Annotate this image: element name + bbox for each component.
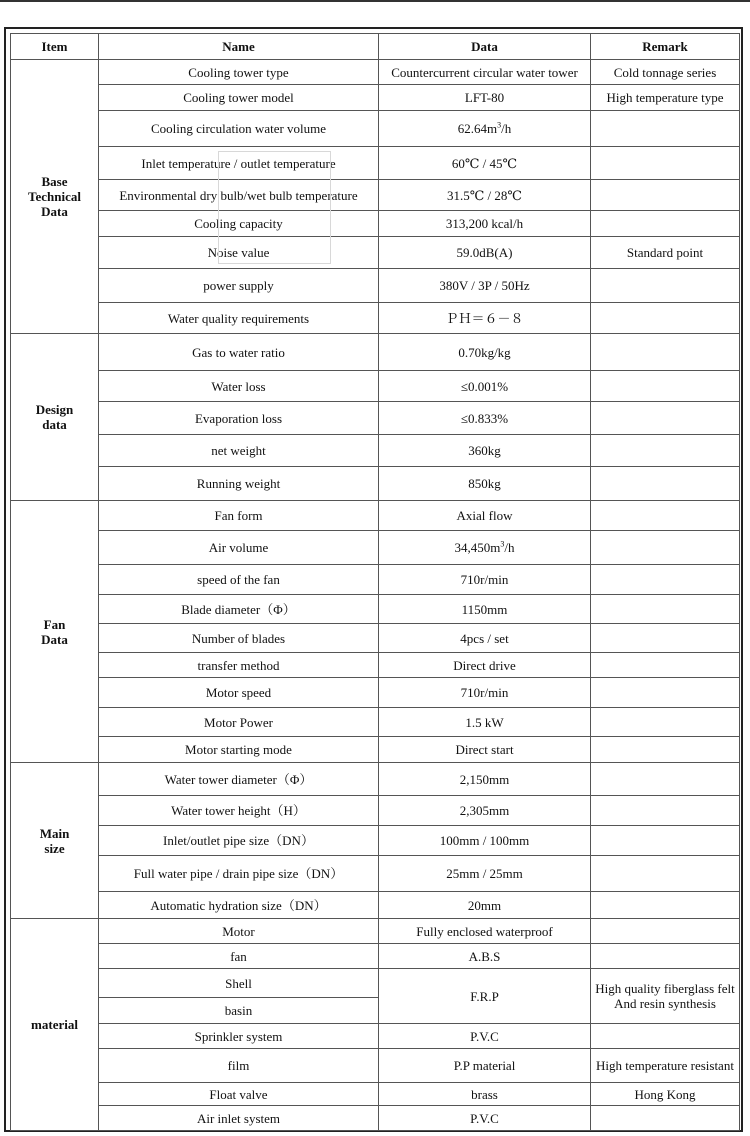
row-data-value: Direct start bbox=[455, 742, 514, 757]
row-name: Evaporation loss bbox=[99, 402, 379, 435]
row-data-value: 60℃ / 45℃ bbox=[451, 155, 518, 171]
group-label-base: Base Technical Data bbox=[11, 60, 99, 334]
row-name: net weight bbox=[99, 435, 379, 467]
table-row bbox=[11, 919, 740, 944]
row-data bbox=[379, 1106, 591, 1131]
row-remark bbox=[591, 501, 740, 531]
row-remark bbox=[591, 678, 740, 708]
table-row bbox=[11, 85, 740, 111]
table-row bbox=[11, 60, 740, 85]
row-data-value: brass bbox=[471, 1086, 498, 1102]
row-data bbox=[379, 371, 591, 402]
row-remark bbox=[591, 180, 740, 211]
row-name: Fan form bbox=[99, 501, 379, 531]
row-name: Automatic hydration size（DN） bbox=[99, 892, 379, 919]
header-data: Data bbox=[379, 34, 591, 60]
row-data bbox=[379, 334, 591, 371]
row-remark bbox=[591, 147, 740, 180]
table-row bbox=[11, 737, 740, 763]
row-name: Running weight bbox=[99, 467, 379, 501]
row-data bbox=[379, 303, 591, 334]
row-remark: High quality fiberglass felt And resin synthesis bbox=[591, 969, 740, 1024]
row-data-value: 850kg bbox=[468, 476, 501, 491]
row-data-superscript: 3 bbox=[500, 539, 505, 549]
row-remark bbox=[591, 944, 740, 969]
row-data bbox=[379, 653, 591, 678]
row-name: Motor speed bbox=[99, 678, 379, 708]
table-row bbox=[11, 111, 740, 147]
row-data bbox=[379, 269, 591, 303]
row-data-value: P.V.C bbox=[470, 1110, 499, 1126]
row-name: Blade diameter（Φ） bbox=[99, 595, 379, 624]
row-data-value: 100mm / 100mm bbox=[439, 833, 530, 848]
row-name: film bbox=[99, 1049, 379, 1083]
row-data-value: A.B.S bbox=[468, 948, 501, 964]
table-row bbox=[11, 147, 740, 180]
table-row bbox=[11, 595, 740, 624]
table-row bbox=[11, 180, 740, 211]
row-name: Motor starting mode bbox=[99, 737, 379, 763]
row-data-value: 2,150mm bbox=[459, 771, 510, 787]
row-data-suffix: /h bbox=[504, 540, 515, 555]
row-data bbox=[379, 856, 591, 892]
row-data-value: ≤0.833% bbox=[460, 410, 509, 426]
row-data-value: 710r/min bbox=[460, 572, 509, 587]
header-name: Name bbox=[99, 34, 379, 60]
row-data bbox=[379, 796, 591, 826]
row-data-value: 0.70kg/kg bbox=[458, 344, 511, 360]
row-remark bbox=[591, 708, 740, 737]
row-name: Water tower diameter（Φ） bbox=[99, 763, 379, 796]
table-row bbox=[11, 269, 740, 303]
row-data bbox=[379, 180, 591, 211]
row-data bbox=[379, 565, 591, 595]
row-data-value: 313,200 kcal/h bbox=[445, 216, 524, 231]
row-data-value: ＰＨ＝６－８ bbox=[445, 310, 524, 326]
row-name: Sprinkler system bbox=[99, 1024, 379, 1049]
row-remark bbox=[591, 111, 740, 147]
row-data bbox=[379, 435, 591, 467]
row-remark bbox=[591, 435, 740, 467]
group-label-design: Design data bbox=[11, 334, 99, 501]
row-data bbox=[379, 531, 591, 565]
table-row bbox=[11, 467, 740, 501]
table-row bbox=[11, 435, 740, 467]
row-remark bbox=[591, 269, 740, 303]
row-name: Number of blades bbox=[99, 624, 379, 653]
row-data-value: P.V.C bbox=[470, 1028, 499, 1044]
row-data bbox=[379, 211, 591, 237]
row-data bbox=[379, 147, 591, 180]
row-name: Float valve bbox=[99, 1083, 379, 1106]
row-data bbox=[379, 1083, 591, 1106]
row-data-value: LFT-80 bbox=[464, 90, 505, 105]
row-data-value: 20mm bbox=[467, 897, 502, 913]
row-name: Motor Power bbox=[99, 708, 379, 737]
row-remark bbox=[591, 826, 740, 856]
row-name: Cooling capacity bbox=[99, 211, 379, 237]
row-name: Air volume bbox=[99, 531, 379, 565]
row-remark: Hong Kong bbox=[591, 1083, 740, 1106]
row-name: basin bbox=[99, 998, 379, 1024]
row-data bbox=[379, 60, 591, 85]
row-data-suffix: /h bbox=[501, 121, 512, 136]
row-data-value: 4pcs / set bbox=[460, 630, 509, 646]
table-row bbox=[11, 334, 740, 371]
row-data bbox=[379, 678, 591, 708]
row-data bbox=[379, 763, 591, 796]
row-remark bbox=[591, 856, 740, 892]
row-remark bbox=[591, 919, 740, 944]
row-data bbox=[379, 237, 591, 269]
row-name: Gas to water ratio bbox=[99, 334, 379, 371]
table-row bbox=[11, 531, 740, 565]
row-remark bbox=[591, 796, 740, 826]
row-remark bbox=[591, 211, 740, 237]
row-name: Cooling circulation water volume bbox=[99, 111, 379, 147]
row-data bbox=[379, 826, 591, 856]
table-row bbox=[11, 1083, 740, 1106]
table-row bbox=[11, 944, 740, 969]
row-data-value: 25mm / 25mm bbox=[446, 866, 523, 881]
row-remark bbox=[591, 763, 740, 796]
row-remark bbox=[591, 892, 740, 919]
row-data-value: F.R.P bbox=[470, 988, 499, 1004]
row-remark bbox=[591, 402, 740, 435]
row-data bbox=[379, 1024, 591, 1049]
row-data bbox=[379, 944, 591, 969]
row-name: Water tower height（H） bbox=[99, 796, 379, 826]
row-remark: Cold tonnage series bbox=[591, 60, 740, 85]
row-remark bbox=[591, 737, 740, 763]
table-row bbox=[11, 678, 740, 708]
row-data-value: Countercurrent circular water tower bbox=[391, 64, 578, 80]
row-name: Cooling tower type bbox=[99, 60, 379, 85]
row-name: Inlet temperature / outlet temperature bbox=[99, 147, 379, 180]
row-data bbox=[379, 111, 591, 147]
table-row bbox=[11, 708, 740, 737]
header-item: Item bbox=[11, 34, 99, 60]
row-data bbox=[379, 467, 591, 501]
row-name: Water loss bbox=[99, 371, 379, 402]
table-row bbox=[11, 856, 740, 892]
spec-table bbox=[10, 33, 740, 1131]
row-data-value: 34,450m bbox=[454, 540, 501, 555]
row-name: Air inlet system bbox=[99, 1106, 379, 1131]
row-name: Water quality requirements bbox=[99, 303, 379, 334]
row-data-value: 360kg bbox=[468, 443, 501, 458]
row-data-value: 31.5℃ / 28℃ bbox=[447, 187, 522, 203]
row-name: power supply bbox=[99, 269, 379, 303]
row-name: Inlet/outlet pipe size（DN） bbox=[99, 826, 379, 856]
row-remark bbox=[591, 531, 740, 565]
row-data bbox=[379, 595, 591, 624]
row-name: fan bbox=[99, 944, 379, 969]
row-data-value: 710r/min bbox=[460, 685, 509, 700]
row-name: Environmental dry bulb/wet bulb temperature bbox=[99, 180, 379, 211]
row-data-value: 1.5 kW bbox=[465, 714, 504, 730]
table-row bbox=[11, 237, 740, 269]
row-name: speed of the fan bbox=[99, 565, 379, 595]
group-label-fan: Fan Data bbox=[11, 501, 99, 763]
row-data bbox=[379, 892, 591, 919]
row-data-superscript: 3 bbox=[497, 120, 502, 130]
row-remark bbox=[591, 303, 740, 334]
row-remark: Standard point bbox=[591, 237, 740, 269]
row-name: Shell bbox=[99, 969, 379, 998]
table-row bbox=[11, 796, 740, 826]
row-data-value: 1150mm bbox=[461, 601, 508, 617]
table-row bbox=[11, 1049, 740, 1083]
row-data bbox=[379, 402, 591, 435]
row-remark bbox=[591, 334, 740, 371]
row-data-value: Axial flow bbox=[456, 508, 513, 523]
table-row bbox=[11, 303, 740, 334]
row-data bbox=[379, 624, 591, 653]
table-row bbox=[11, 624, 740, 653]
row-data bbox=[379, 501, 591, 531]
row-data-value: 380V / 3P / 50Hz bbox=[439, 278, 530, 293]
row-name: transfer method bbox=[99, 653, 379, 678]
table-row bbox=[11, 763, 740, 796]
row-data bbox=[379, 708, 591, 737]
table-row bbox=[11, 1106, 740, 1131]
header-remark: Remark bbox=[591, 34, 740, 60]
group-label-material: material bbox=[11, 919, 99, 1131]
row-name: Cooling tower model bbox=[99, 85, 379, 111]
table-row bbox=[11, 402, 740, 435]
group-label-size: Main size bbox=[11, 763, 99, 919]
row-data bbox=[379, 737, 591, 763]
table-row bbox=[11, 371, 740, 402]
table-row bbox=[11, 501, 740, 531]
table-row bbox=[11, 892, 740, 919]
row-remark bbox=[591, 1024, 740, 1049]
row-data bbox=[379, 85, 591, 111]
row-data-value: Fully enclosed waterproof bbox=[416, 923, 553, 939]
row-remark bbox=[591, 1106, 740, 1131]
row-data bbox=[379, 969, 591, 1024]
table-row bbox=[11, 1024, 740, 1049]
table-row bbox=[11, 653, 740, 678]
row-data-value: 2,305mm bbox=[459, 803, 510, 818]
row-name: Noise value bbox=[99, 237, 379, 269]
table-row bbox=[11, 211, 740, 237]
row-remark bbox=[591, 565, 740, 595]
row-remark bbox=[591, 653, 740, 678]
table-row bbox=[11, 826, 740, 856]
row-data-value: ≤0.001% bbox=[460, 378, 509, 394]
row-name: Motor bbox=[99, 919, 379, 944]
row-remark bbox=[591, 624, 740, 653]
header-row bbox=[11, 34, 740, 60]
row-data-value: 62.64m bbox=[457, 121, 498, 136]
row-data-value: Direct drive bbox=[453, 657, 516, 673]
row-remark bbox=[591, 595, 740, 624]
table-row bbox=[11, 969, 740, 998]
row-name: Full water pipe / drain pipe size（DN） bbox=[99, 856, 379, 892]
top-rule bbox=[0, 0, 750, 2]
row-data-value: 59.0dB(A) bbox=[456, 245, 513, 260]
row-remark bbox=[591, 467, 740, 501]
table-row bbox=[11, 565, 740, 595]
row-remark: High temperature resistant bbox=[591, 1049, 740, 1083]
row-data bbox=[379, 1049, 591, 1083]
row-data bbox=[379, 919, 591, 944]
row-remark bbox=[591, 371, 740, 402]
row-data-value: P.P material bbox=[453, 1058, 516, 1073]
row-remark: High temperature type bbox=[591, 85, 740, 111]
